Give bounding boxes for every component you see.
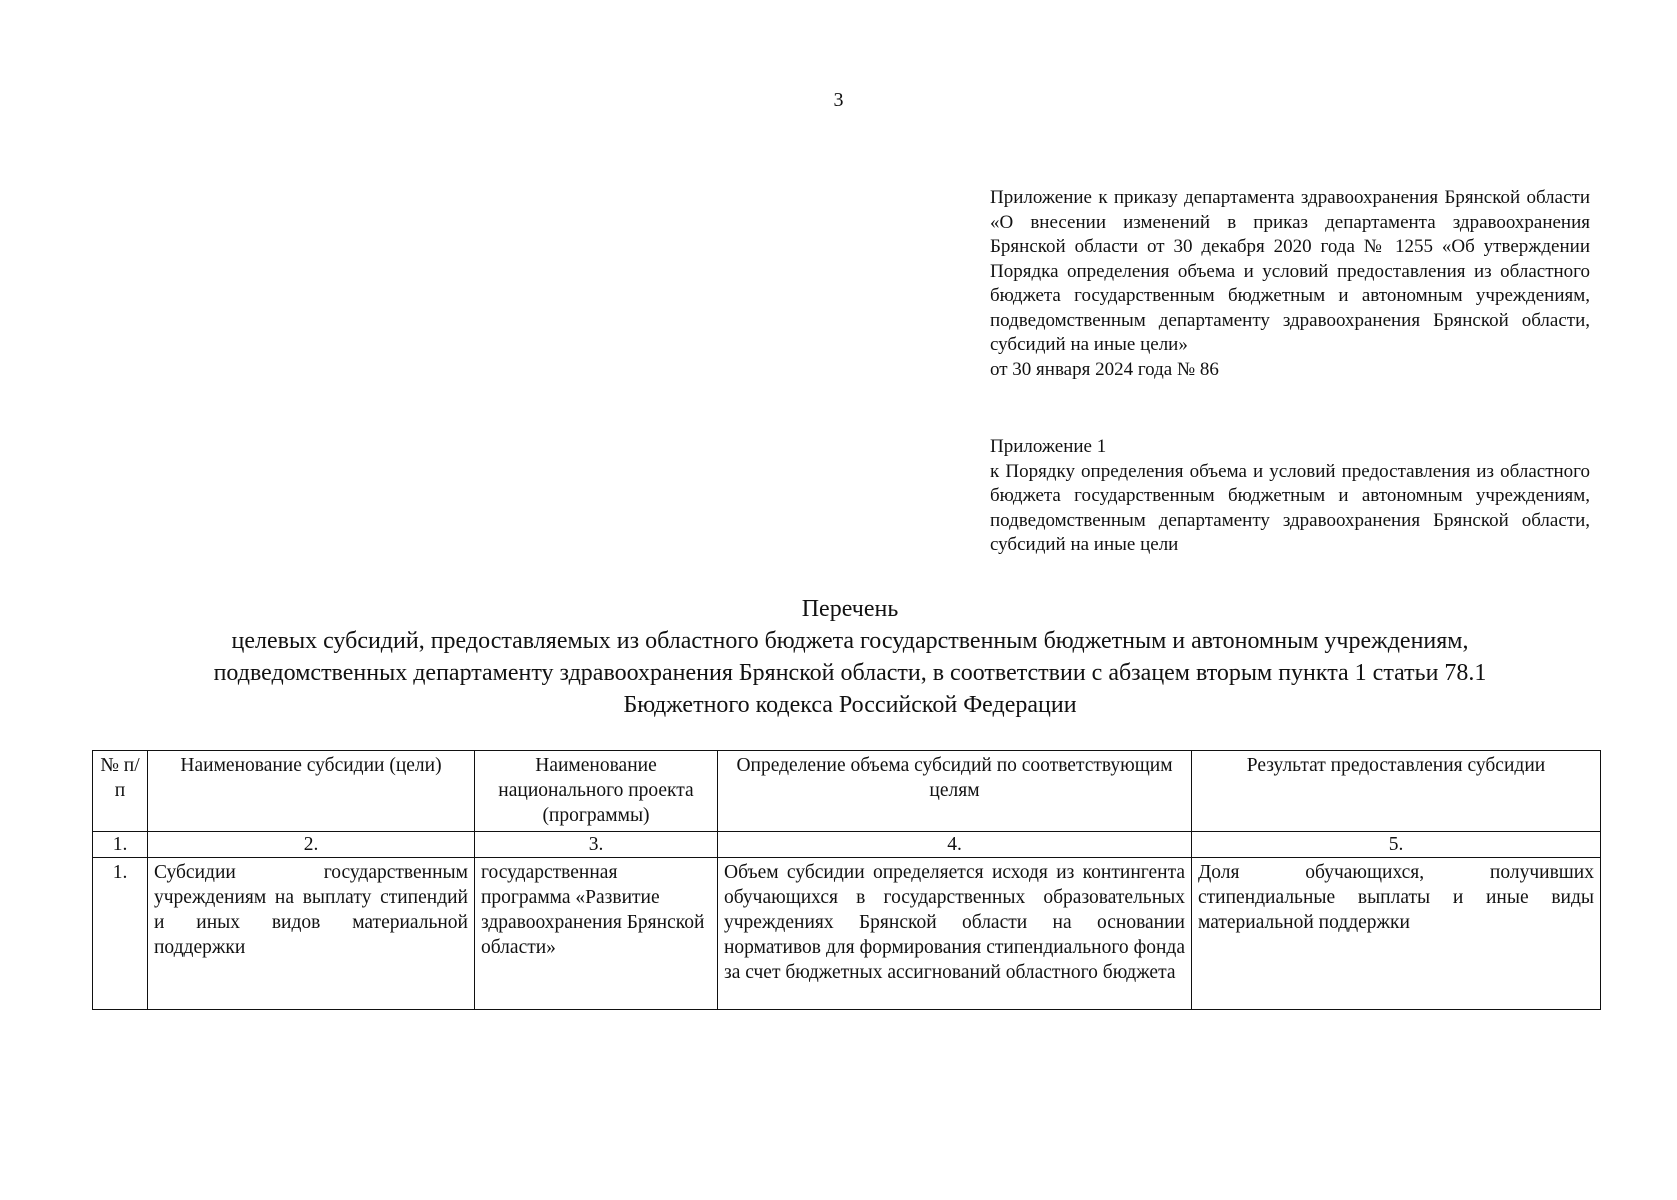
- appendix-order-block: [990, 186, 1590, 382]
- document-heading: Перечень: [801, 596, 899, 622]
- document-subtitle-line-3: Бюджетного кодекса Российской Федерации: [623, 692, 1077, 718]
- subsidy-name-cell: Субсидии государственным учреждениям на выплату стипендий и иных видов материальной поддержки: [148, 858, 475, 1010]
- appendix-one-block: [990, 435, 1590, 558]
- row-number-cell: 1.: [93, 858, 148, 1010]
- column-number-row: [93, 832, 1601, 858]
- document-subtitle-line-2: подведомственных департаменту здравоохранения Брянской области, в соответствии с абзацем вторым пункта 1 статьи 78.1: [213, 660, 1487, 686]
- column-header-project-name: Наименование национального проекта (программы): [475, 751, 718, 832]
- table-row: [93, 858, 1601, 1010]
- column-header-result: Результат предоставления субсидии: [1192, 751, 1601, 832]
- document-title: [100, 593, 1600, 721]
- document-subtitle-line-1: целевых субсидий, предоставляемых из областного бюджета государственным бюджетным и автономным учреждениям,: [231, 628, 1469, 654]
- volume-definition-cell: Объем субсидии определяется исходя из контингента обучающихся в государственных образовательных учреждениях Брянской области на основании нормативов для формирования стипендиального фонда за счет бюджетных ассигнований областного бюджета: [718, 858, 1192, 1010]
- column-number: 4.: [718, 832, 1192, 858]
- appendix-one-text: к Порядку определения объема и условий предоставления из областного бюджета государственным бюджетным и автономным учреждениям, подведомственным департаменту здравоохранения Брянской области, субсидий на иные цели: [990, 460, 1590, 555]
- column-header-number: № п/п: [93, 751, 148, 832]
- column-number: 1.: [93, 832, 148, 858]
- column-header-subsidy-name: Наименование субсидии (цели): [148, 751, 475, 832]
- column-number: 5.: [1192, 832, 1601, 858]
- column-number: 3.: [475, 832, 718, 858]
- column-header-volume-definition: Определение объема субсидий по соответствующим целям: [718, 751, 1192, 832]
- column-number: 2.: [148, 832, 475, 858]
- appendix-one-title: Приложение 1: [990, 436, 1107, 457]
- page-number: 3: [833, 89, 844, 111]
- project-name-cell: государственная программа «Развитие здравоохранения Брянской области»: [475, 858, 718, 1010]
- subsidies-table: [92, 750, 1601, 1010]
- appendix-order-text: Приложение к приказу департамента здравоохранения Брянской области «О внесении изменений в приказ департамента здравоохранения Брянской области от 30 декабря 2020 года № 1255 «Об утверждении Порядка определения объема и условий предоставления из областного бюджета государственным бюджетным и автономным учреждениям, подведомственным департаменту здравоохранения Брянской области, субсидий на иные цели»: [990, 187, 1590, 355]
- result-cell: Доля обучающихся, получивших стипендиальные выплаты и иные виды материальной поддержки: [1192, 858, 1601, 1010]
- appendix-order-date: от 30 января 2024 года № 86: [990, 358, 1219, 380]
- table-header-row: [93, 751, 1601, 832]
